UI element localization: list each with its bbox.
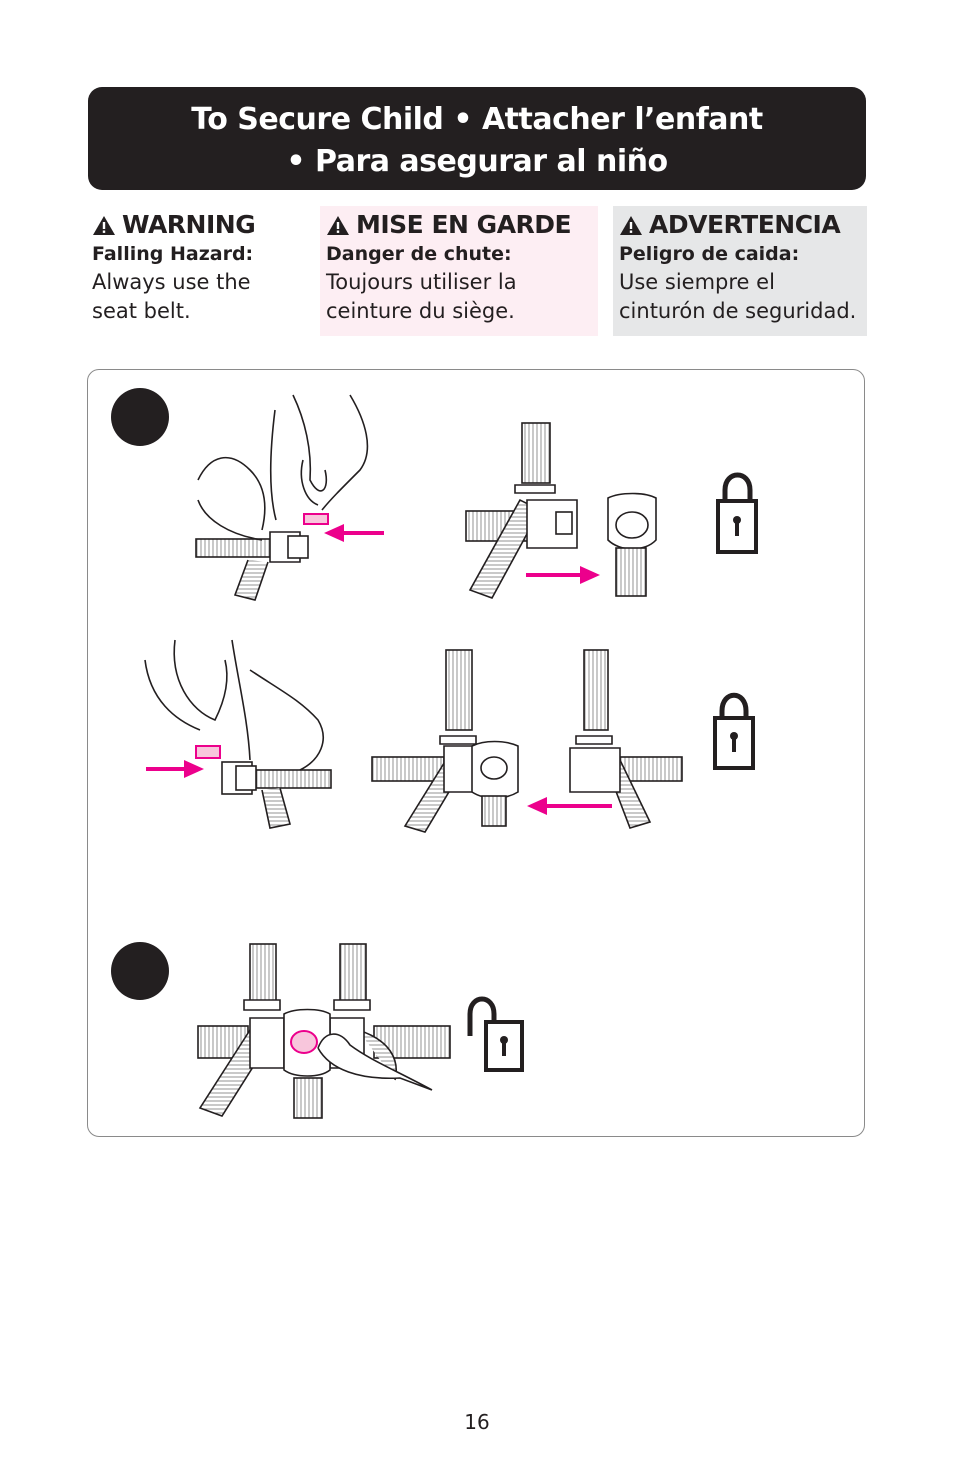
warning-body-line: Always use the [92, 270, 251, 294]
warning-heading: WARNING [122, 210, 256, 239]
buckle-button-highlight [304, 514, 328, 524]
warning-body-line: ceinture du siège. [326, 299, 515, 323]
buckle-open-illustration [466, 423, 656, 598]
release-button-highlight [291, 1031, 317, 1053]
warning-heading: ADVERTENCIA [649, 210, 841, 239]
arrow-icon [526, 566, 600, 584]
warning-heading: MISE EN GARDE [356, 210, 572, 239]
arrow-icon [146, 760, 204, 778]
arrow-icon [324, 524, 384, 542]
warning-subheading: Danger de chute: [326, 243, 512, 265]
warning-subheading: Falling Hazard: [92, 243, 254, 265]
buckle-button-highlight [196, 746, 220, 758]
warning-subheading: Peligro de caida: [619, 243, 800, 265]
warning-body-line: Use siempre el [619, 270, 775, 294]
warning-body-line: cinturón de seguridad. [619, 299, 857, 323]
title-line-1: To Secure Child • Attacher l’enfant [191, 102, 763, 137]
warning-body-line: seat belt. [92, 299, 191, 323]
hand-squeeze-illustration [196, 395, 367, 600]
title-line-2: • Para asegurar al niño [286, 144, 668, 179]
buckle-open-illustration [372, 650, 682, 832]
hand-squeeze-illustration [145, 640, 331, 828]
page-number: 16 [464, 1410, 490, 1434]
padlock-closed-icon [715, 695, 753, 768]
padlock-closed-icon [718, 475, 756, 552]
arrow-icon [527, 797, 612, 815]
buckle-release-illustration [198, 944, 450, 1118]
warning-body-line: Toujours utiliser la [326, 270, 517, 294]
padlock-open-icon [470, 999, 522, 1070]
